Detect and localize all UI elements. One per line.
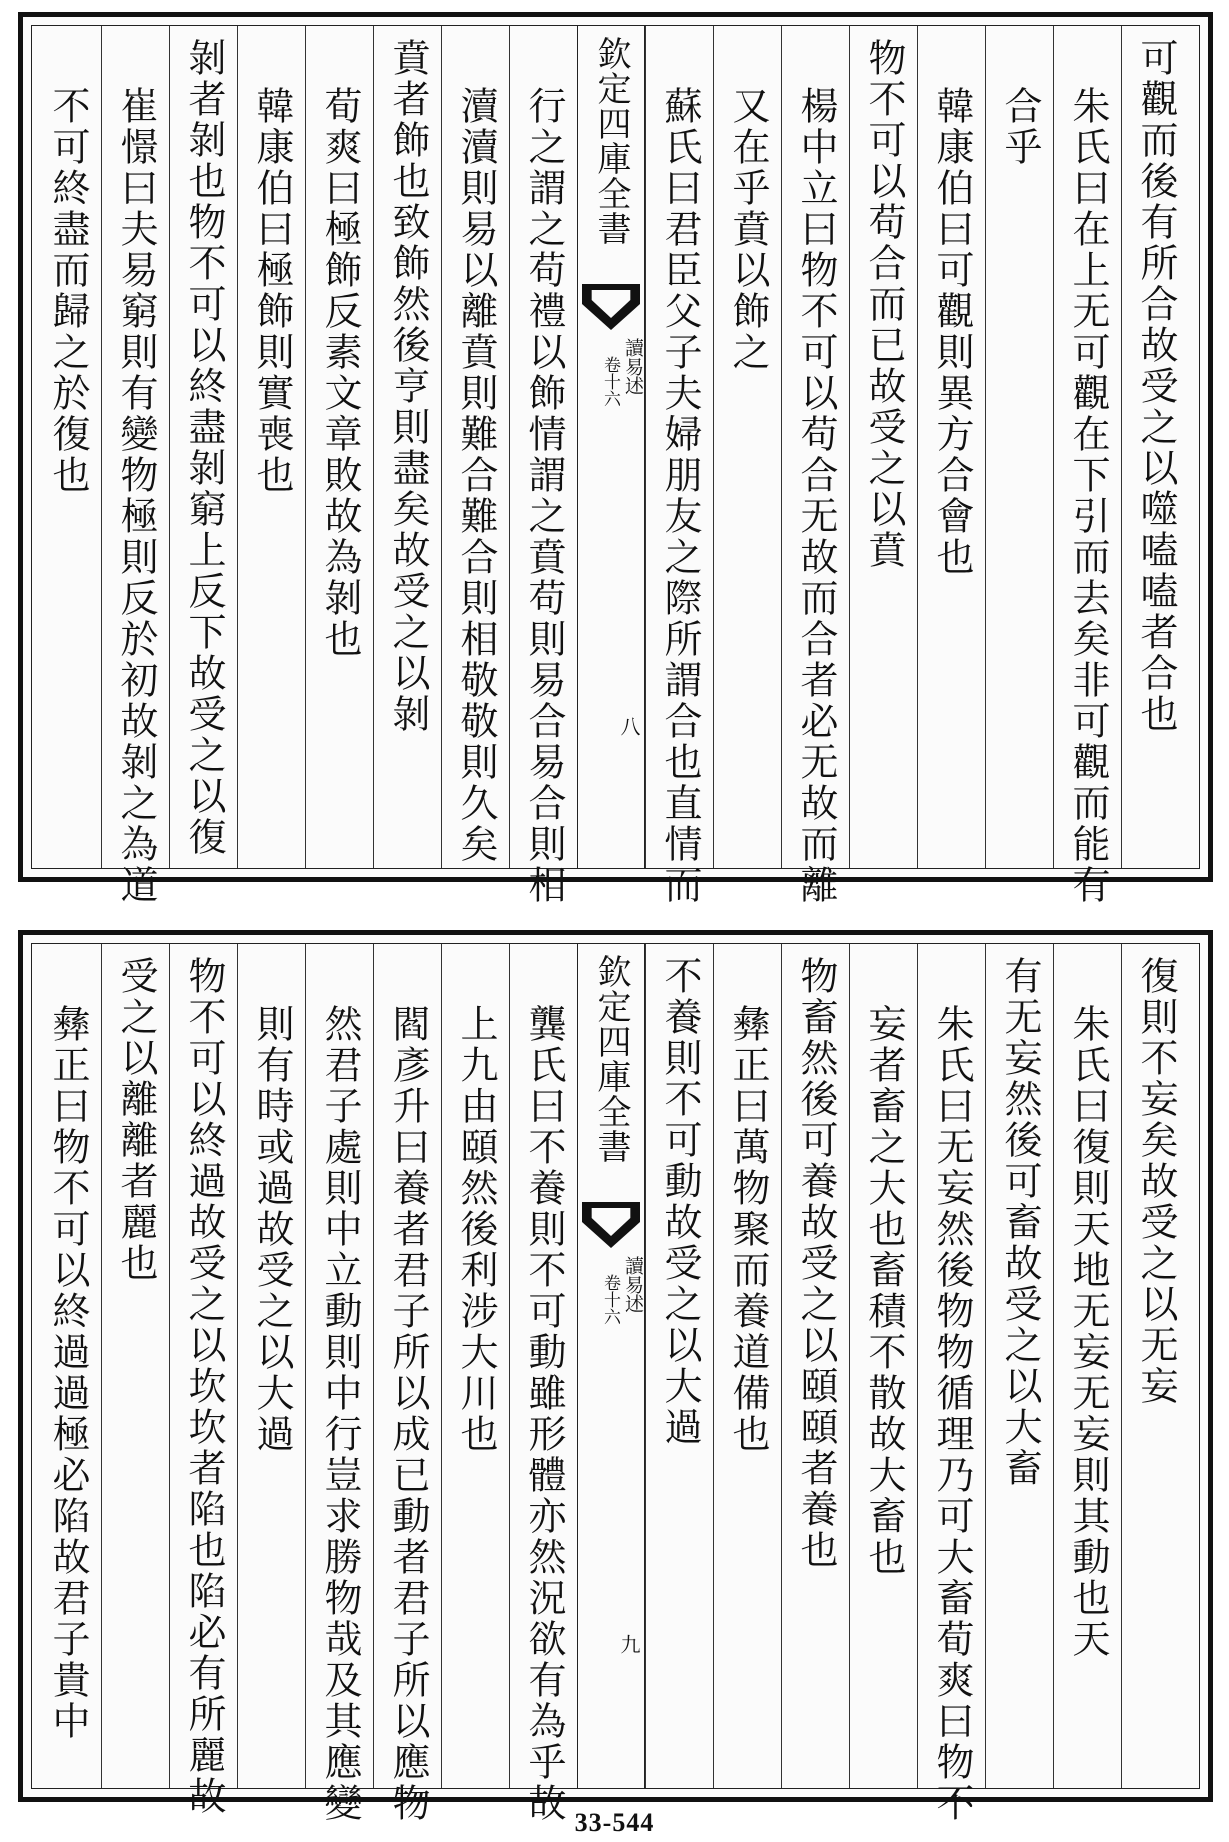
center-fold-column <box>577 944 645 1788</box>
column-text: 蘇氏曰君臣父子夫婦朋友之際所謂合也直情而 <box>658 86 702 906</box>
column-text: 賁者飾也致飾然後亨則盡矣故受之以剝 <box>386 38 430 735</box>
column-text: 有无妄然後可畜故受之以大畜 <box>998 956 1042 1489</box>
text-column <box>1053 944 1121 1788</box>
text-column <box>985 944 1053 1788</box>
library-title: 欽定四庫全書 <box>591 954 631 1164</box>
page-number: 33-544 <box>574 1808 655 1837</box>
text-column <box>373 26 441 868</box>
column-text: 剝者剝也物不可以終盡剝窮上反下故受之以復 <box>182 38 226 858</box>
column-text: 物不可以苟合而已故受之以賁 <box>862 38 906 571</box>
column-text: 不可終盡而歸之於復也 <box>46 86 90 496</box>
text-column <box>1121 26 1189 868</box>
text-column <box>645 26 713 906</box>
text-column <box>305 944 373 1824</box>
column-text: 然君子處則中立動則中行豈求勝物哉及其應變 <box>318 1004 362 1824</box>
text-column <box>441 944 509 1788</box>
column-text: 荀爽曰極飾反素文章敗故為剝也 <box>318 86 362 660</box>
text-column <box>1053 26 1121 906</box>
text-column <box>917 26 985 868</box>
fishtail-mark-icon <box>582 1202 640 1248</box>
text-column <box>169 944 237 1817</box>
column-text: 又在乎賁以飾之 <box>726 86 770 373</box>
folio-number: 九 <box>617 1634 641 1654</box>
text-column <box>33 944 101 1788</box>
book-name: 讀易述 <box>622 1256 644 1313</box>
juan-number: 卷十六 <box>600 1274 620 1325</box>
column-text: 楊中立曰物不可以苟合无故而合者必无故而離 <box>794 86 838 906</box>
text-column <box>305 26 373 868</box>
column-text: 上九由頤然後利涉大川也 <box>454 1004 498 1455</box>
column-text: 則有時或過故受之以大過 <box>250 1004 294 1455</box>
text-column <box>237 944 305 1788</box>
column-text: 物畜然後可養故受之以頤頤者養也 <box>794 956 838 1571</box>
juan-number: 卷十六 <box>600 356 620 407</box>
text-column <box>509 26 577 906</box>
folio-number: 八 <box>617 716 641 736</box>
column-text: 行之謂之苟禮以飾情謂之賁苟則易合易合則相 <box>522 86 566 906</box>
text-column <box>645 944 713 1788</box>
column-text: 彝正曰萬物聚而養道備也 <box>726 1004 770 1455</box>
text-column <box>509 944 577 1824</box>
column-text: 妄者畜之大也畜積不散故大畜也 <box>862 1004 906 1578</box>
text-column <box>713 26 781 868</box>
column-text: 物不可以終過故受之以坎坎者陷也陷必有所麗故 <box>182 956 226 1817</box>
text-column <box>781 26 849 906</box>
text-column <box>169 26 237 868</box>
column-text: 合乎 <box>998 86 1042 168</box>
text-column <box>373 944 441 1824</box>
text-column <box>33 26 101 868</box>
upper-leaf <box>18 12 1213 906</box>
column-text: 復則不妄矣故受之以无妄 <box>1134 956 1178 1407</box>
text-column <box>441 26 509 868</box>
column-text: 不養則不可動故受之以大過 <box>658 956 702 1448</box>
text-column <box>713 944 781 1788</box>
text-column <box>101 944 169 1788</box>
column-text: 瀆瀆則易以離賁則難合難合則相敬敬則久矣 <box>454 86 498 865</box>
column-text: 韓康伯曰可觀則異方合會也 <box>930 86 974 578</box>
column-text: 可觀而後有所合故受之以噬嗑嗑者合也 <box>1134 38 1178 735</box>
column-text: 朱氏曰无妄然後物物循理乃可大畜荀爽曰物不 <box>930 1004 974 1824</box>
column-text: 朱氏曰在上无可觀在下引而去矣非可觀而能有 <box>1066 86 1110 906</box>
text-column <box>237 26 305 868</box>
book-name: 讀易述 <box>622 338 644 395</box>
column-text: 崔憬曰夫易窮則有變物極則反於初故剝之為道 <box>114 86 158 906</box>
library-title: 欽定四庫全書 <box>591 36 631 246</box>
text-column <box>849 944 917 1788</box>
column-text: 韓康伯曰極飾則實喪也 <box>250 86 294 496</box>
column-text: 朱氏曰復則天地无妄无妄則其動也天 <box>1066 1004 1110 1660</box>
text-column <box>101 26 169 906</box>
text-column <box>781 944 849 1788</box>
fishtail-mark-icon <box>582 284 640 330</box>
column-text: 龔氏曰不養則不可動雖形體亦然況欲有為乎故 <box>522 1004 566 1824</box>
upper-leaf-frame <box>31 25 1200 906</box>
text-column <box>917 944 985 1824</box>
text-column <box>985 26 1053 868</box>
text-column <box>1121 944 1189 1788</box>
text-column <box>849 26 917 868</box>
column-text: 受之以離離者麗也 <box>114 956 158 1284</box>
column-text: 閻彥升曰養者君子所以成已動者君子所以應物 <box>386 1004 430 1824</box>
column-text: 彝正曰物不可以終過過極必陷故君子貴中 <box>46 1004 90 1742</box>
center-fold-column <box>577 26 645 868</box>
